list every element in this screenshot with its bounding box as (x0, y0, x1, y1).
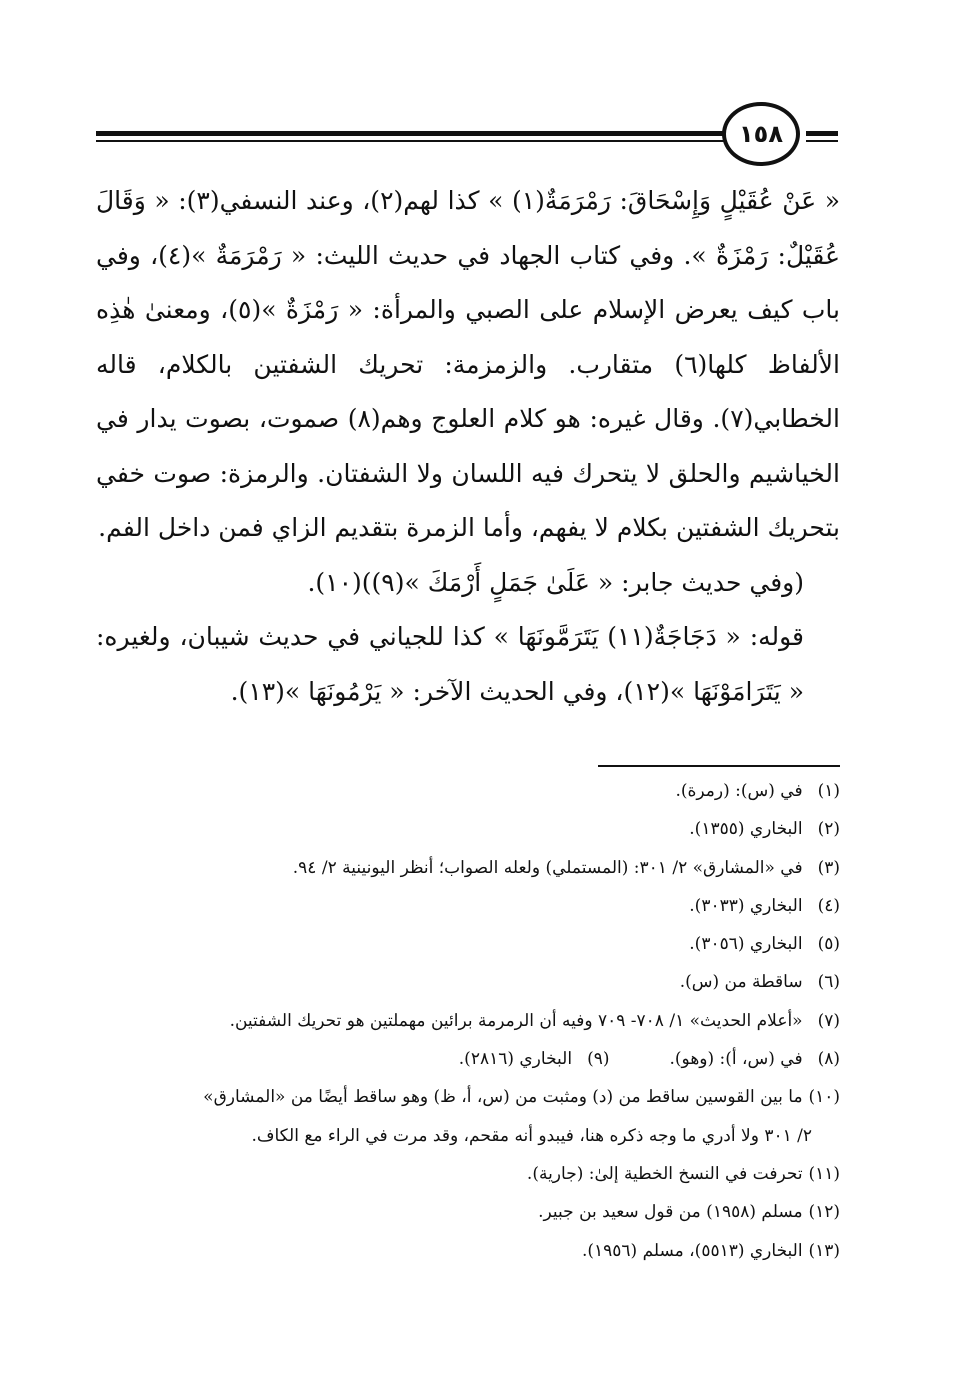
footnote-12 (96, 1193, 840, 1231)
page-number: ١٥٨ (722, 102, 800, 166)
footnote-number: (١٢) (808, 1202, 840, 1223)
paragraph-1: « عَنْ عُقَيْلٍ وَإِسْحَاقَ: رَمْرَمَةٌ(١) » كذا لهم(٢)، وعند النسفي(٣): « وَقَالَ عُقَيْلٌ: رَمْزَةٌ ». وفي كتاب الجهاد في حديث الليث: « رَمْرَمَةٌ »(٤)، وفي باب كيف يعرض الإسلام على الصبي والمرأة: « رَمْزَةٌ »(٥)، ومعنىٰ هٰذِه الألفاظ كلها(٦) متقارب. والزمزمة: تحريك الشفتين بالكلام، قاله الخطابي(٧). وقال غيره: هو كلام العلوج وهم(٨) صموت، بصوت يدار في الخياشيم والحلق لا يتحرك فيه اللسان ولا الشفتان. والرمزة: صوت خفي بتحريك الشفتين بكلام لا يفهم، وأما الزمرة بتقديم الزاي فمن داخل الفم. (96, 186, 841, 542)
footnote-text: ما بين القوسين ساقط من (د) ومثبت من (س، أ، ظ) وهو ساقط أيضًا من «المشارق» (203, 1087, 803, 1108)
paragraph-2: (وفي حديث جابر: « عَلَىٰ جَمَلٍ أَرْمَكَ »(٩))(١٠). (307, 567, 804, 597)
footnote-13 (96, 1232, 840, 1270)
footnote-number: (١) (817, 781, 840, 801)
footnote-8 (670, 1040, 841, 1078)
header-rule-right-thin (806, 140, 838, 142)
footnotes (96, 772, 840, 1270)
footnote-text: البخاري (٣٠٥٦). (689, 934, 803, 955)
footnote-7 (96, 1002, 840, 1040)
footnote-9 (459, 1040, 610, 1078)
footnote-2 (96, 810, 840, 848)
paragraph-3: قوله: « دَجَاجَةٌ(١١) يَتَرَمَّونَهَا » كذا للجياني في حديث شيبان، ولغيره: « يَتَرَامَوْنَهَا »(١٢)، وفي الحديث الآخر: « يَرْمُونَهَا »(١٣). (96, 622, 804, 706)
footnote-text: مسلم (١٩٥٨) من قول سعيد بن جبير. (538, 1202, 803, 1223)
footnote-10 (96, 1078, 840, 1116)
footnote-number: (٤) (817, 895, 840, 916)
footnote-text: تحرفت في النسخ الخطية إلىٰ: (جارية). (526, 1163, 803, 1184)
footnote-text: في (س، أ): (وهو). (669, 1049, 803, 1070)
footnote-number: (٥) (817, 934, 840, 955)
footnote-11 (96, 1155, 840, 1193)
footnote-number: (١١) (808, 1163, 840, 1184)
footnote-4 (96, 887, 840, 925)
footnote-divider (598, 765, 840, 767)
footnote-3 (96, 849, 840, 887)
footnote-row-8-9 (96, 1040, 840, 1078)
main-text (96, 174, 840, 719)
footnote-number: (١٣) (808, 1240, 840, 1261)
footnote-text: البخاري (٣٠٣٣). (689, 895, 803, 916)
footnote-number: (٦) (817, 972, 840, 993)
footnote-number: (٣) (817, 857, 840, 878)
footnote-text: في (س): (رمرة). (675, 781, 803, 801)
footnote-text: «أعلام الحديث» ١/ ٧٠٨- ٧٠٩ وفيه أن الرمرمة برائين مهملتين هو تحريك الشفتين. (229, 1010, 803, 1031)
footnote-5 (96, 925, 840, 963)
footnote-text: البخاري (٢٨١٦). (458, 1049, 573, 1070)
footnote-text: البخاري (١٣٥٥). (689, 819, 803, 840)
footnote-number: (٩) (587, 1049, 610, 1070)
footnote-text: ساقطة من (س). (679, 972, 803, 993)
footnote-1 (96, 772, 840, 810)
footnote-number: (٧) (817, 1010, 840, 1031)
footnote-number: (٢) (817, 819, 840, 840)
footnote-number: (٨) (817, 1049, 840, 1070)
header-rule-right (806, 131, 838, 136)
footnote-6 (96, 963, 840, 1001)
footnote-text: في «المشارق» ٢/ ٣٠١: (المستملي) ولعله الصواب؛ أنظر اليونينية ٢/ ٩٤. (292, 857, 803, 878)
header-rule-thin (96, 140, 728, 142)
header-rule (96, 131, 728, 136)
footnote-10-continuation: ٢/ ٣٠١ ولا أدري ما وجه ذكره هنا، فيبدو أنه مقحم، وقد مرت في الراء مع الكاف. (251, 1125, 812, 1146)
footnote-number: (١٠) (808, 1087, 840, 1108)
footnote-text: البخاري (٥٥١٣)، مسلم (١٩٥٦). (581, 1240, 803, 1261)
